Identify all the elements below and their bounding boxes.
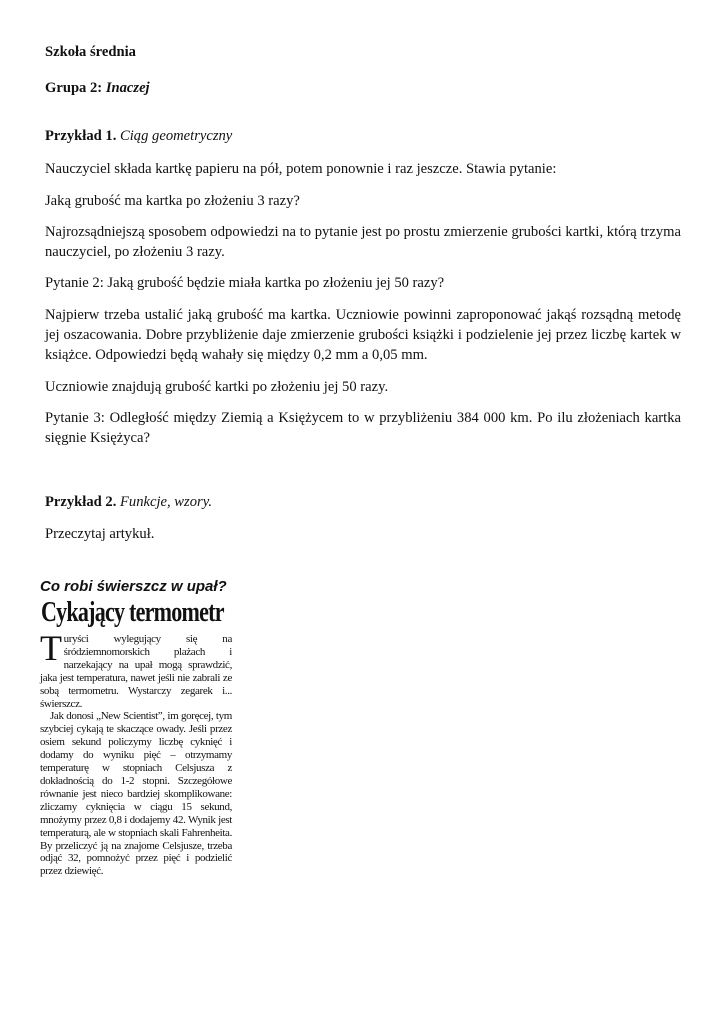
example-2-instruction: Przeczytaj artykuł.: [45, 526, 155, 542]
example-2-heading: Przykład 2. Funkcje, wzory.: [45, 494, 213, 510]
example-1-heading: Przykład 1. Ciąg geometryczny: [45, 128, 233, 144]
example-1-question-3: Pytanie 3: Odległość między Ziemią a Księżycem to w przybliżeniu 384 000 km. Po ilu złożeniach kartka sięgnie Księżyca?: [45, 410, 681, 446]
example-1-question-2: Pytanie 2: Jaką grubość będzie miała kartka po złożeniu jej 50 razy?: [45, 275, 445, 291]
article-kicker: Co robi świerszcz w upał?: [40, 578, 227, 595]
example-1-paragraph: Najpierw trzeba ustalić jaką grubość ma kartka. Uczniowie powinni zaproponować jakąś rozsądną metodę jej oszacowania. Dobre przybliżenie daje zmierzenie grubości książki i podzielenie jej przez liczbę kartek w książce. Odpowiedzi będą wahały się między 0,2 mm a 0,05 mm.: [45, 307, 681, 363]
article-dropcap: T: [40, 628, 62, 668]
group-heading: Grupa 2: Inaczej: [45, 80, 150, 96]
article-title: Cykający termometr: [41, 596, 224, 628]
school-level-heading: Szkoła średnia: [45, 44, 136, 60]
article-body: [40, 628, 232, 878]
example-1-paragraph: Nauczyciel składa kartkę papieru na pół, potem ponownie i raz jeszcze. Stawia pytanie:: [45, 161, 557, 177]
article-paragraph: Turyści wylegujący się na śródziemnomorskich plażach i narzekający na upał mogą sprawdzić, jaka jest temperatura, nawet jeśli nie zabrali ze sobą termometru. Wystarczy zegarek i... świerszcz.: [40, 628, 232, 710]
example-1-paragraph: Najrozsądniejszą sposobem odpowiedzi na to pytanie jest po prostu zmierzenie grubości kartki, którą trzyma nauczyciel, po złożeniu 3 razy.: [45, 224, 681, 260]
newspaper-clipping: [40, 578, 235, 908]
article-paragraph: Jak donosi „New Scientist”, im goręcej, tym szybciej cykają te skaczące owady. Jeśli przez osiem sekund policzymy liczbę cyknięć i dodamy do wyniku pięć – otrzymamy temperaturę w stopniach Celsjusza z dokładnością do 1-2 stopni. Szczegółowe równanie jest nieco bardziej skomplikowane: zliczamy cyknięcia w ciągu 15 sekund, mnożymy przez 0,8 i dodajemy 42. Wynik jest temperaturą, ale w stopniach skali Fahrenheita. By przeliczyć ją na znajome Celsjusze, trzeba odjąć 32, pomnożyć przez pięć i podzielić przez dziewięć.: [40, 710, 232, 878]
example-1-paragraph: Uczniowie znajdują grubość kartki po złożeniu jej 50 razy.: [45, 379, 389, 395]
example-1-question-1: Jaką grubość ma kartka po złożeniu 3 razy?: [45, 193, 300, 209]
